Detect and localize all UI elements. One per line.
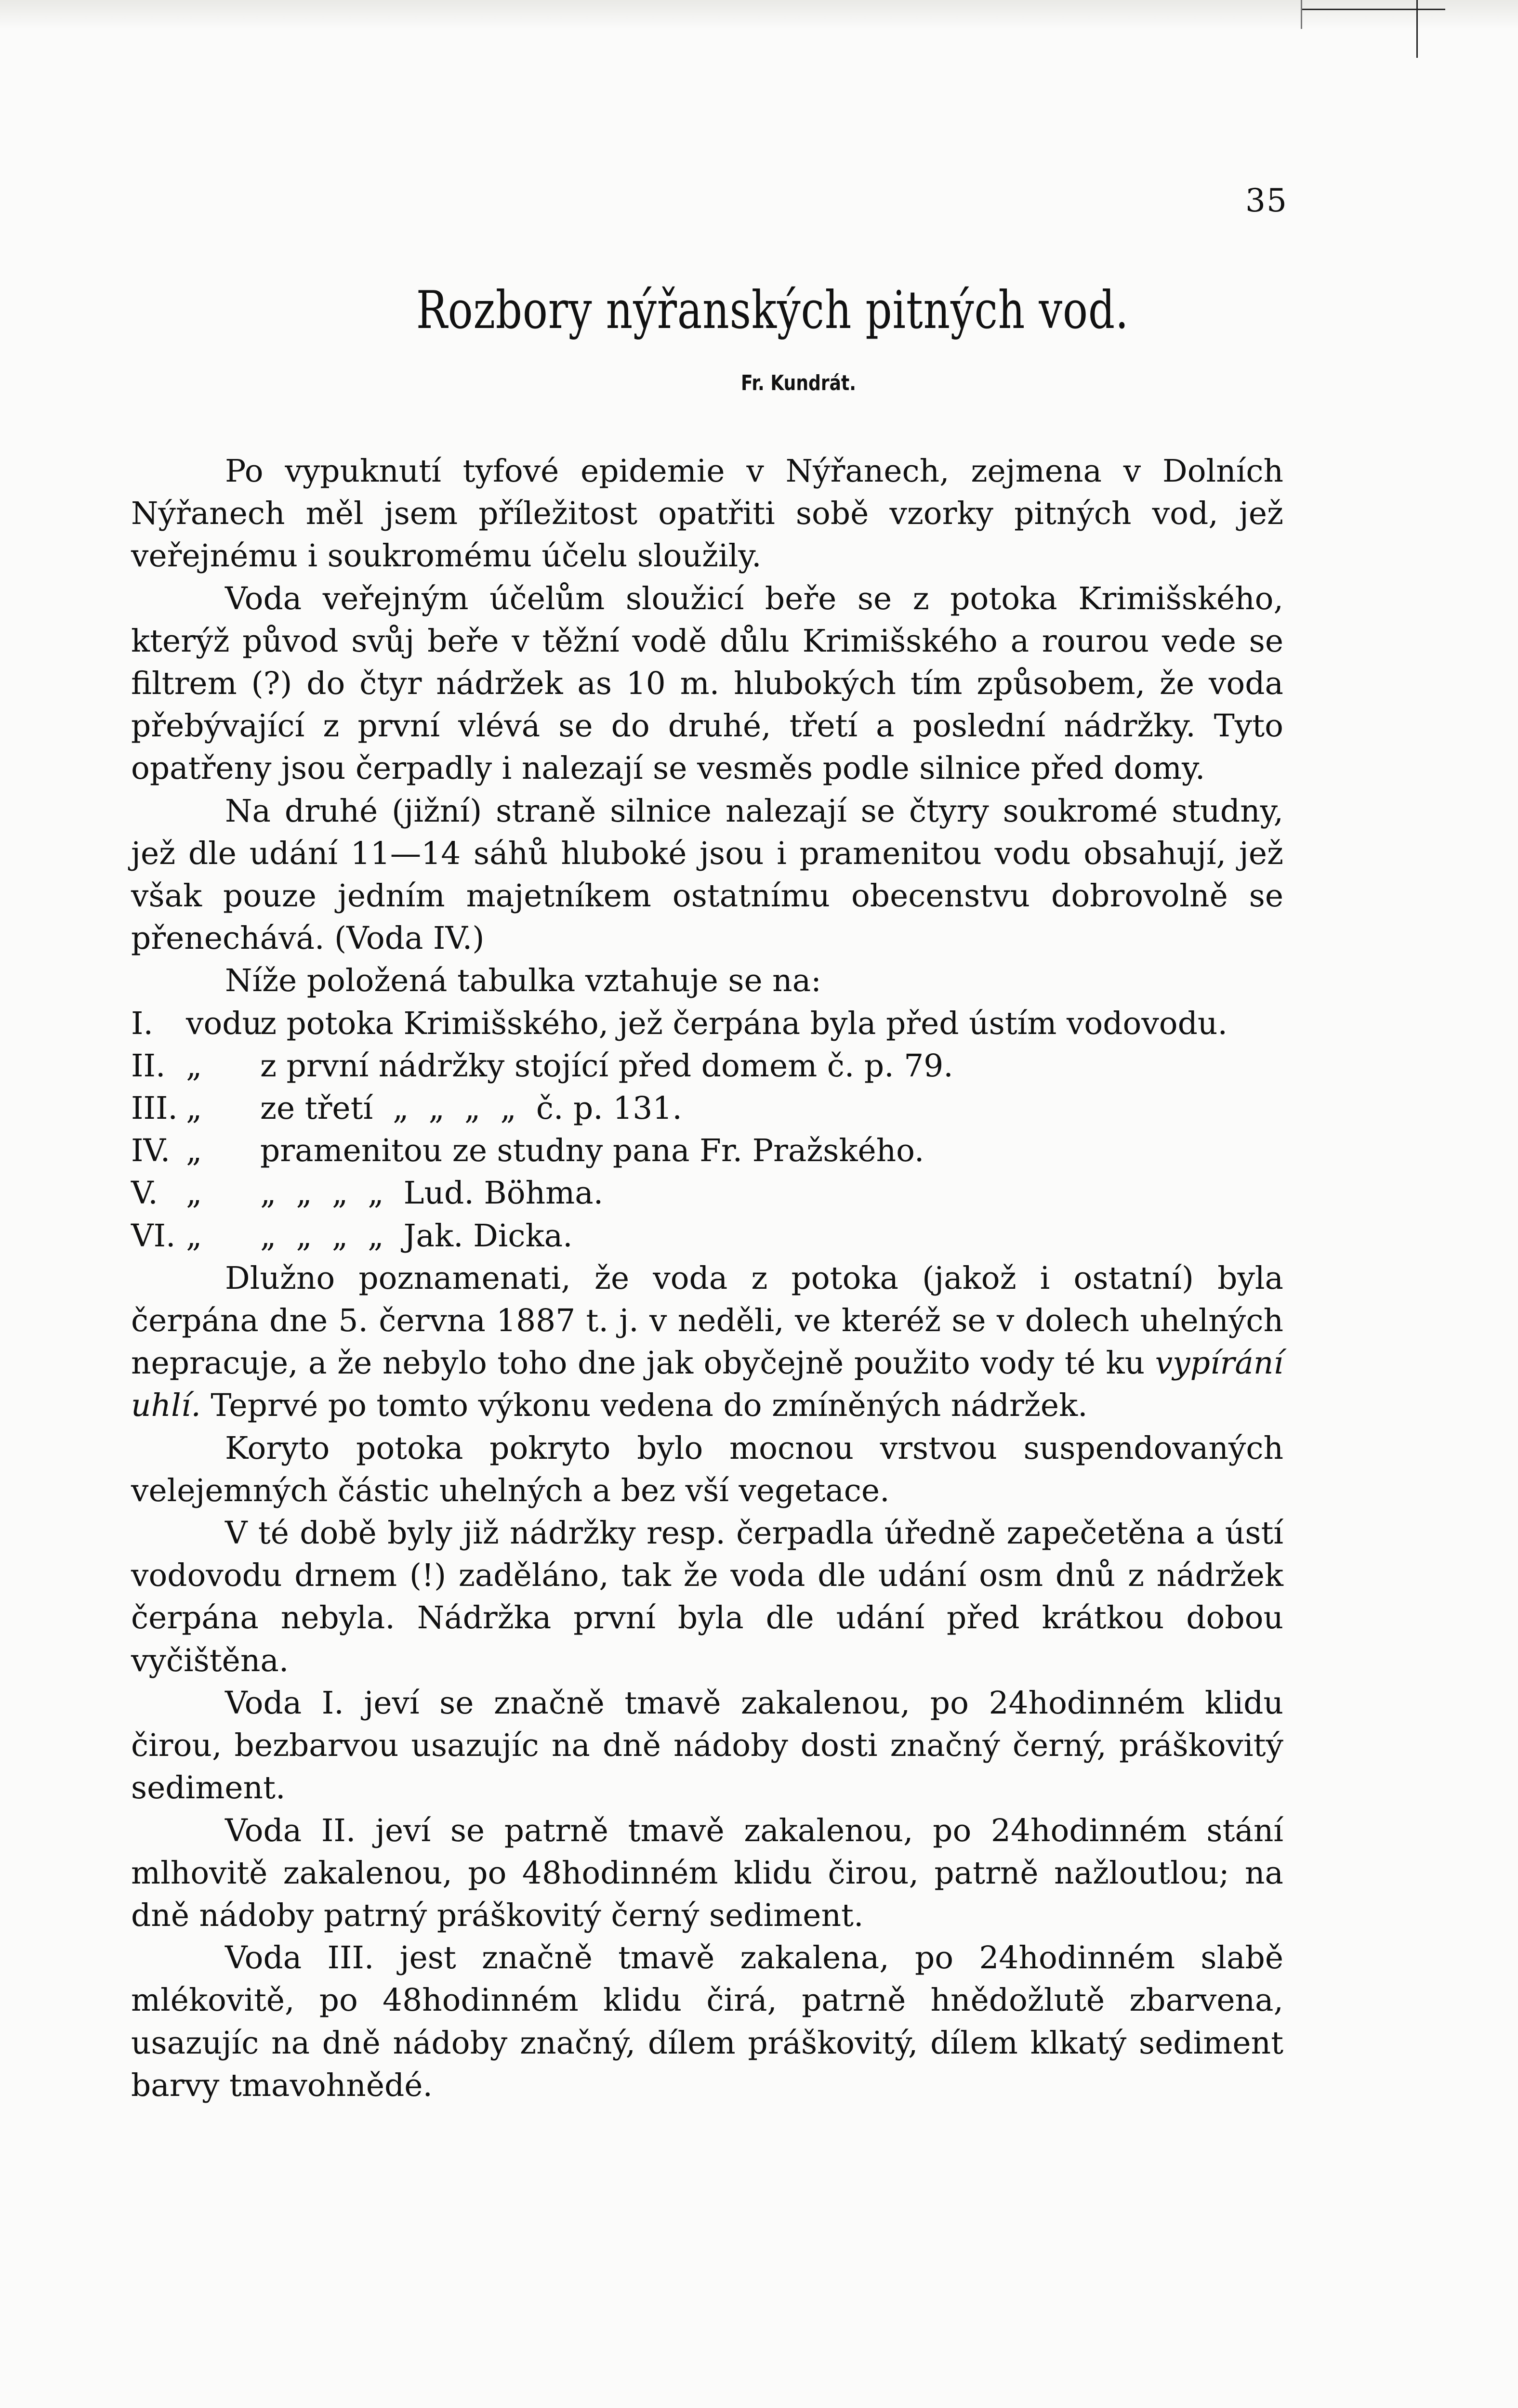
paragraph-text: Teprvé po tomto výkonu vedena do zmíněných nádržek. [211, 1387, 1088, 1424]
list-number: II. [131, 1047, 166, 1084]
list-text: z první nádržky stojící před domem č. p. 79. [260, 1047, 953, 1084]
paragraph: Voda II. jeví se patrně tmavě zakalenou, po 24hodinném stání mlhovitě zakalenou, po 48hodinném klidu čirou, patrně nažloutlou; na dně nádoby patrný práškovitý černý sediment. [131, 1812, 1283, 1934]
paragraph: V té době byly již nádržky resp. čerpadla úředně zapečetěna a ústí vodovodu drnem (!) zaděláno, tak že voda dle udání osm dnů z nádržek čerpána nebyla. Nádržka první byla dle udání před krátkou dobou vyčištěna. [131, 1515, 1283, 1679]
paragraph: Voda III. jest značně tmavě zakalena, po 24hodinném slabě mlékovitě, po 48hodinném klidu čirá, patrně hnědožlutě zbarvena, usazujíc na dně nádoby značný, dílem práškovitý, dílem klkatý sediment barvy tmavohnědé. [131, 1940, 1283, 2104]
list-text: „ „ „ „ Lud. Böhma. [260, 1175, 604, 1212]
paragraph: Voda I. jeví se značně tmavě zakalenou, po 24hodinném klidu čirou, bezbarvou usazujíc na dně nádoby dosti značný černý, práškovitý sediment. [131, 1685, 1283, 1806]
page-title: Rozbory nýřanských pitných vod. [416, 280, 1129, 340]
list-text: „ „ „ „ Jak. Dicka. [260, 1217, 573, 1254]
paragraph: Koryto potoka pokryto bylo mocnou vrstvou suspendovaných velejemných částic uhelných a bez vší vegetace. [131, 1430, 1283, 1509]
article-body [131, 450, 1283, 2107]
scan-mark [1301, 9, 1445, 10]
list-text: z potoka Krimišského, jež čerpána byla před ústím vodovodu. [260, 1005, 1228, 1042]
list-number: VI. [131, 1217, 176, 1254]
list-mark: „ [186, 1133, 202, 1169]
list-mark: „ [186, 1047, 202, 1084]
list-item [131, 1215, 1283, 1257]
paragraph-text: Dlužno poznamenati, že voda z potoka (jakož i ostatní) byla čerpána dne 5. června 1887 t. j. v neděli, ve kteréž se v dolech uhelných nepracuje, a že nebylo toho dne jak obyčejně použito vody té ku [131, 1260, 1283, 1382]
list-item [131, 1087, 1283, 1130]
list-text: pramenitou ze studny pana Fr. Pražského. [260, 1133, 924, 1169]
author: Fr. Kundrát. [741, 371, 856, 395]
list-item [131, 1130, 1283, 1172]
list-mark: „ [186, 1175, 202, 1212]
list-text: ze třetí „ „ „ „ č. p. 131. [260, 1090, 682, 1127]
paragraph: Po vypuknutí tyfové epidemie v Nýřanech, zejmena v Dolních Nýřanech měl jsem příležitost opatřiti sobě vzorky pitných vod, jež veřejnému i soukromému účelu sloužily. [131, 453, 1283, 575]
list-mark: „ [186, 1090, 202, 1127]
page-number: 35 [1245, 182, 1288, 219]
list-number: IV. [131, 1133, 171, 1169]
scan-mark [1416, 0, 1418, 58]
paragraph: Voda veřejným účelům sloužicí beře se z potoka Krimišského, kterýž původ svůj beře v těžní vodě důlu Krimišského a rourou vede se filtrem (?) do čtyr nádržek as 10 m. hlubokých tím způsobem, že voda přebývající z první vlévá se do druhé, třetí a poslední nádržky. Tyto opatřeny jsou čerpadly i nalezají se vesměs podle silnice před domy. [131, 580, 1283, 787]
paragraph: Na druhé (jižní) straně silnice nalezají se čtyry soukromé studny, jež dle udání 11—14 sáhů hluboké jsou i pramenitou vodu obsahují, jež však pouze jedním majetníkem ostatnímu obecenstvu dobrovolně se přenechává. (Voda IV.) [131, 793, 1283, 957]
scan-edge [0, 0, 1518, 29]
emphasis: vypírání uhlí. [131, 1345, 1283, 1424]
list-item [131, 1172, 1283, 1215]
list-item [131, 1003, 1283, 1045]
sample-list [131, 1003, 1283, 1257]
paragraph [131, 1257, 1283, 1427]
list-number: III. [131, 1090, 178, 1127]
list-intro: Níže položená tabulka vztahuje se na: [225, 963, 821, 999]
list-number: I. [131, 1005, 153, 1042]
list-item [131, 1045, 1283, 1087]
list-number: V. [131, 1175, 158, 1212]
list-mark: „ [186, 1217, 202, 1254]
scan-mark [1301, 0, 1302, 29]
list-mark: vodu [186, 1005, 263, 1042]
